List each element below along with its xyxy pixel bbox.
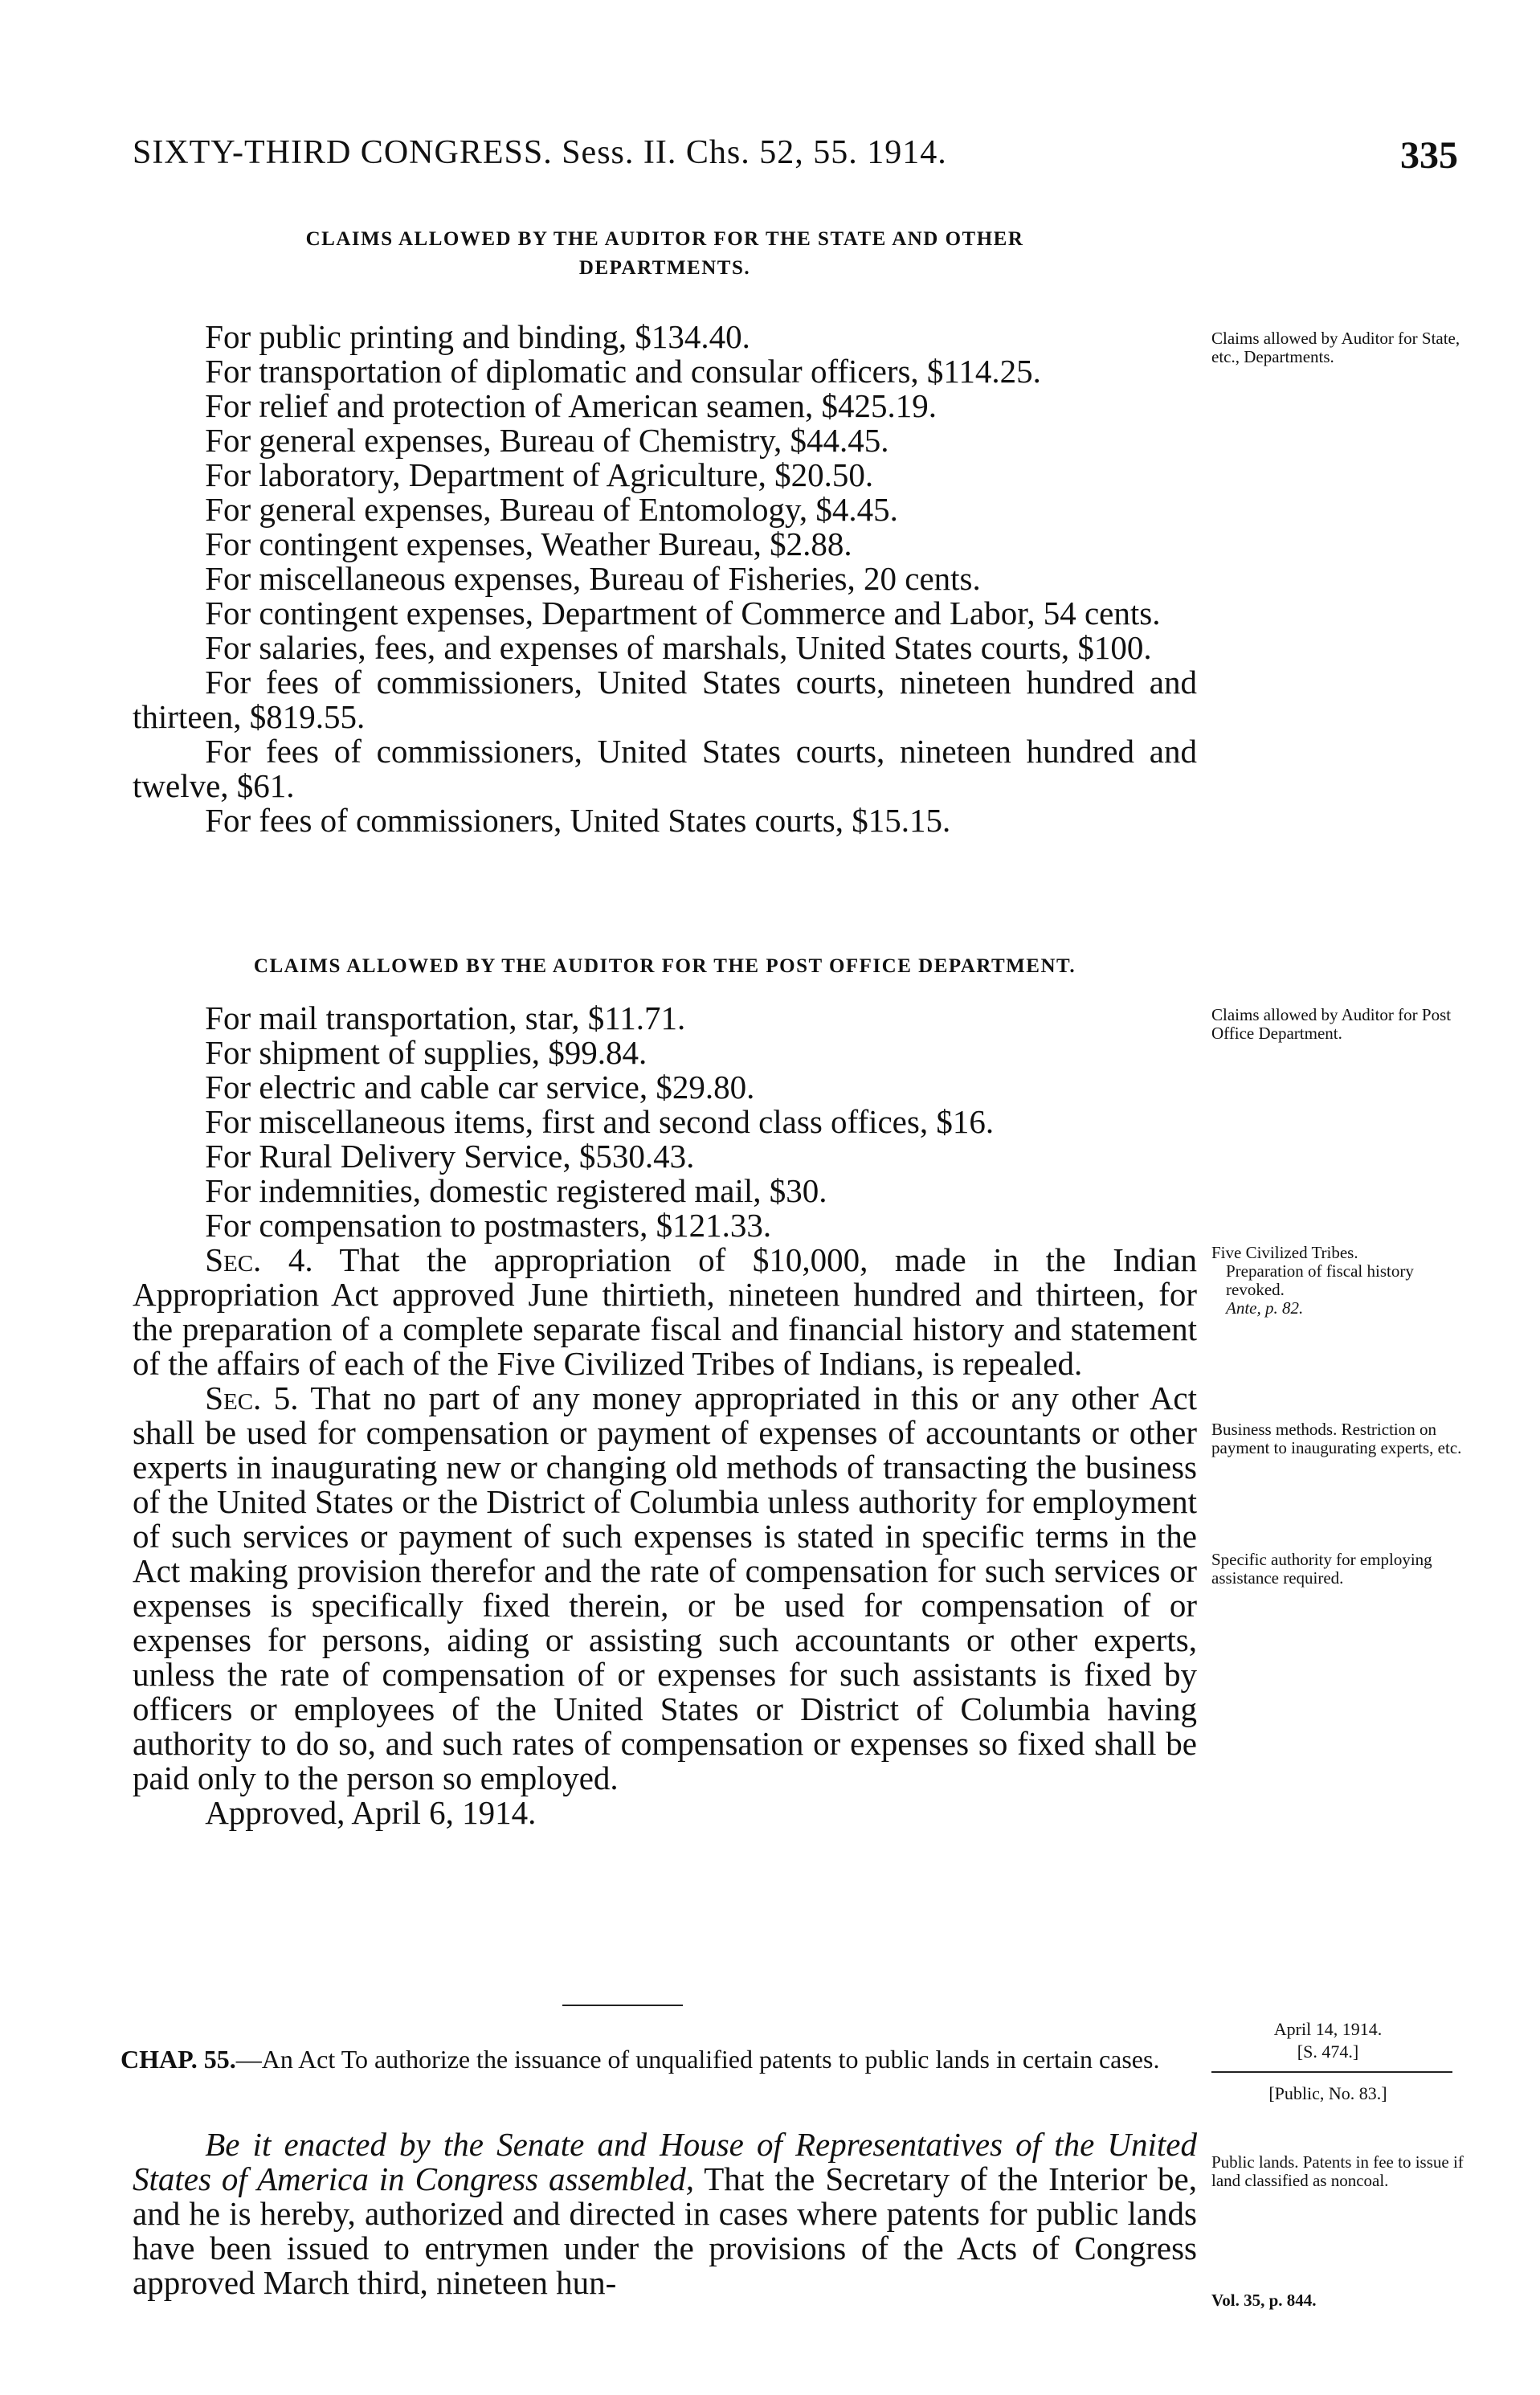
claim-item: For general expenses, Bureau of Entomology, $4.45. [205, 491, 898, 528]
sec5-paragraph [133, 1381, 1197, 1796]
chap55-date: April 14, 1914. [1273, 2019, 1383, 2039]
claim-item: For relief and protection of American seamen, $425.19. [205, 387, 937, 424]
claim-item: For mail transportation, star, $11.71. [205, 999, 686, 1036]
chap55-text: That the Secretary of the Interior be, and he is hereby, authorized and directed in cases where patents for public lands have been issued to entrymen under the provisions of the Acts of Congress approved March third, nineteen hun- [133, 2160, 1197, 2301]
separator-rule [562, 2005, 683, 2006]
sec4-label: Sec. 4. [205, 1241, 313, 1278]
margin-note-specific-authority: Specific authority for employing assistance required. [1211, 1550, 1432, 1588]
margin-note-fiscal-history: Preparation of fiscal history revoked. [1226, 1261, 1414, 1299]
page-number: 335 [1400, 134, 1458, 177]
sec5-label: Sec. 5. [205, 1379, 299, 1416]
running-header [133, 133, 1458, 190]
claim-paragraph: For contingent expenses, Department of Commerce and Labor, 54 cents. [205, 595, 1161, 631]
chap55-bill: [S. 474.] [1297, 2041, 1359, 2062]
enacting-clause: Be it enacted by the Senate and House of Representatives of the United States of America in Congress assembled, [133, 2126, 1197, 2197]
sec5-text: That no part of any money appropriated in this or any other Act shall be used for compensation or payment of expenses of accountants or other experts in inaugurating new or changing old methods of transacting the business of the United States or the District of Columbia unless authority for employment of such services or payment of such expenses is stated in specific terms in the Act making provision therefor and the rate of compensation for such services or expenses is specifically fixed therein, or be used for compensation of or expenses for persons, aiding or assisting such accountants or other experts, unless the rate of compensation of or expenses for such assistants is fixed by officers or employees of the United States or District of Columbia having authority to do so, and such rates of compensation or expenses so fixed shall be paid only to the person so employed. [133, 1379, 1198, 1796]
claim-paragraph: For fees of commissioners, United States courts, nineteen hundred and thirteen, $819.55. [133, 664, 1197, 735]
claim-item: For miscellaneous items, first and second class offices, $16. [205, 1103, 995, 1140]
section2-body [133, 1001, 1197, 1830]
date-rule [1211, 2071, 1452, 2073]
section1-heading [133, 225, 1197, 283]
claim-item: For fees of commissioners, United States courts, $15.15. [205, 802, 951, 839]
running-head: SIXTY-THIRD CONGRESS. Sess. II. Chs. 52, 55. 1914. [133, 134, 947, 171]
margin-note-section1: Claims allowed by Auditor for State, etc., Departments. [1211, 329, 1460, 366]
sec4-text: That the appropriation of $10,000, made in the Indian Appropriation Act approved June thirtieth, nineteen hundred and thirteen, for the preparation of a complete separate fiscal and financial history and statement of the affairs of each of the Five Civilized Tribes of Indians, is repealed. [133, 1241, 1198, 1382]
claim-paragraph: For salaries, fees, and expenses of marshals, United States courts, $100. [205, 629, 1152, 666]
claim-item: For miscellaneous expenses, Bureau of Fisheries, 20 cents. [205, 560, 981, 597]
claim-item: For general expenses, Bureau of Chemistry, $44.45. [205, 422, 889, 459]
margin-note-five-tribes: Five Civilized Tribes. [1211, 1243, 1358, 1262]
chap55-title-text: —An Act To authorize the issuance of unqualified patents to public lands in certain cases. [235, 2045, 1160, 2074]
claim-item: For Rural Delivery Service, $530.43. [205, 1138, 695, 1175]
claim-paragraph: For fees of commissioners, United States courts, nineteen hundred and twelve, $61. [133, 733, 1197, 804]
claim-item: For shipment of supplies, $99.84. [205, 1034, 647, 1071]
claim-item: For laboratory, Department of Agriculture, $20.50. [205, 456, 874, 493]
chap55-paragraph [133, 2127, 1197, 2300]
margin-note-ante: Ante, p. 82. [1226, 1298, 1304, 1318]
claim-item: For contingent expenses, Weather Bureau, $2.88. [205, 525, 852, 562]
sec4-paragraph [133, 1243, 1197, 1381]
section1-heading-line1: CLAIMS ALLOWED BY THE AUDITOR FOR THE STATE AND OTHER [305, 228, 1024, 250]
claim-item: For electric and cable car service, $29.80. [205, 1069, 755, 1106]
chap55-title [121, 2044, 1197, 2074]
margin-note-business-methods: Business methods. Restriction on payment to inaugurating experts, etc. [1211, 1420, 1462, 1457]
margin-notes-sec4 [1211, 1244, 1473, 1318]
claim-item: For compensation to postmasters, $121.33. [205, 1207, 772, 1244]
chap55-label: CHAP. 55. [121, 2045, 236, 2074]
claim-item: For indemnities, domestic registered mail, $30. [205, 1172, 827, 1209]
chap55-date-block [1211, 2018, 1444, 2063]
margin-note-section2: Claims allowed by Auditor for Post Office Department. [1211, 1005, 1452, 1043]
section1-body [133, 320, 1197, 838]
claim-item: For transportation of diplomatic and consular officers, $114.25. [205, 353, 1041, 390]
approved-line: Approved, April 6, 1914. [205, 1794, 537, 1831]
section2-heading: CLAIMS ALLOWED BY THE AUDITOR FOR THE POST OFFICE DEPARTMENT. [253, 955, 1076, 977]
chap55-public-law: [Public, No. 83.] [1268, 2083, 1387, 2103]
margin-note-public-lands: Public lands. Patents in fee to issue if land classified as noncoal. [1211, 2152, 1464, 2190]
section1-heading-line2: DEPARTMENTS. [578, 257, 751, 279]
claim-item: For public printing and binding, $134.40. [205, 318, 750, 355]
chap55-body [133, 2127, 1197, 2300]
margin-note-volume: Vol. 35, p. 844. [1211, 2291, 1317, 2310]
